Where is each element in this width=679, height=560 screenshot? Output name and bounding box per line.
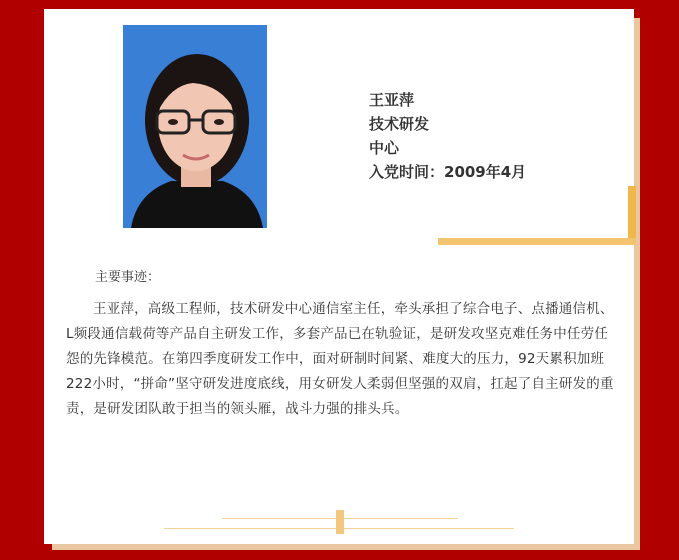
portrait-photo <box>123 25 267 228</box>
deeds-paragraph: 王亚萍，高级工程师，技术研发中心通信室主任，牵头承担了综合电子、点播通信机、L频段通信载荷等产品自主研发工作，多套产品已在轨验证，是研发攻坚克难任务中任劳任怨的先锋模范。在第四季度研发工作中，面对研制时间紧、难度大的压力，92天累积加班222小时，“拼命”坚守研发进度底线，用女研发人柔弱但坚强的双肩，扛起了自主研发的重责，是研发团队敢于担当的领头雁，战斗力强的排头兵。 <box>66 301 614 417</box>
gold-accent-tab <box>628 186 636 242</box>
party-join-date: 入党时间：2009年4月 <box>369 163 527 181</box>
department-line-2: 中心 <box>369 139 400 157</box>
footer-gold-block <box>336 510 344 534</box>
portrait-illustration <box>123 25 267 228</box>
gold-accent-rule <box>438 238 636 245</box>
deeds-heading: 主要事迹： <box>95 270 161 285</box>
card-shadow-right <box>634 18 640 548</box>
department-line-1: 技术研发 <box>369 115 430 133</box>
person-name: 王亚萍 <box>369 91 415 109</box>
profile-info <box>369 88 569 184</box>
card-shadow-bottom <box>52 544 640 550</box>
